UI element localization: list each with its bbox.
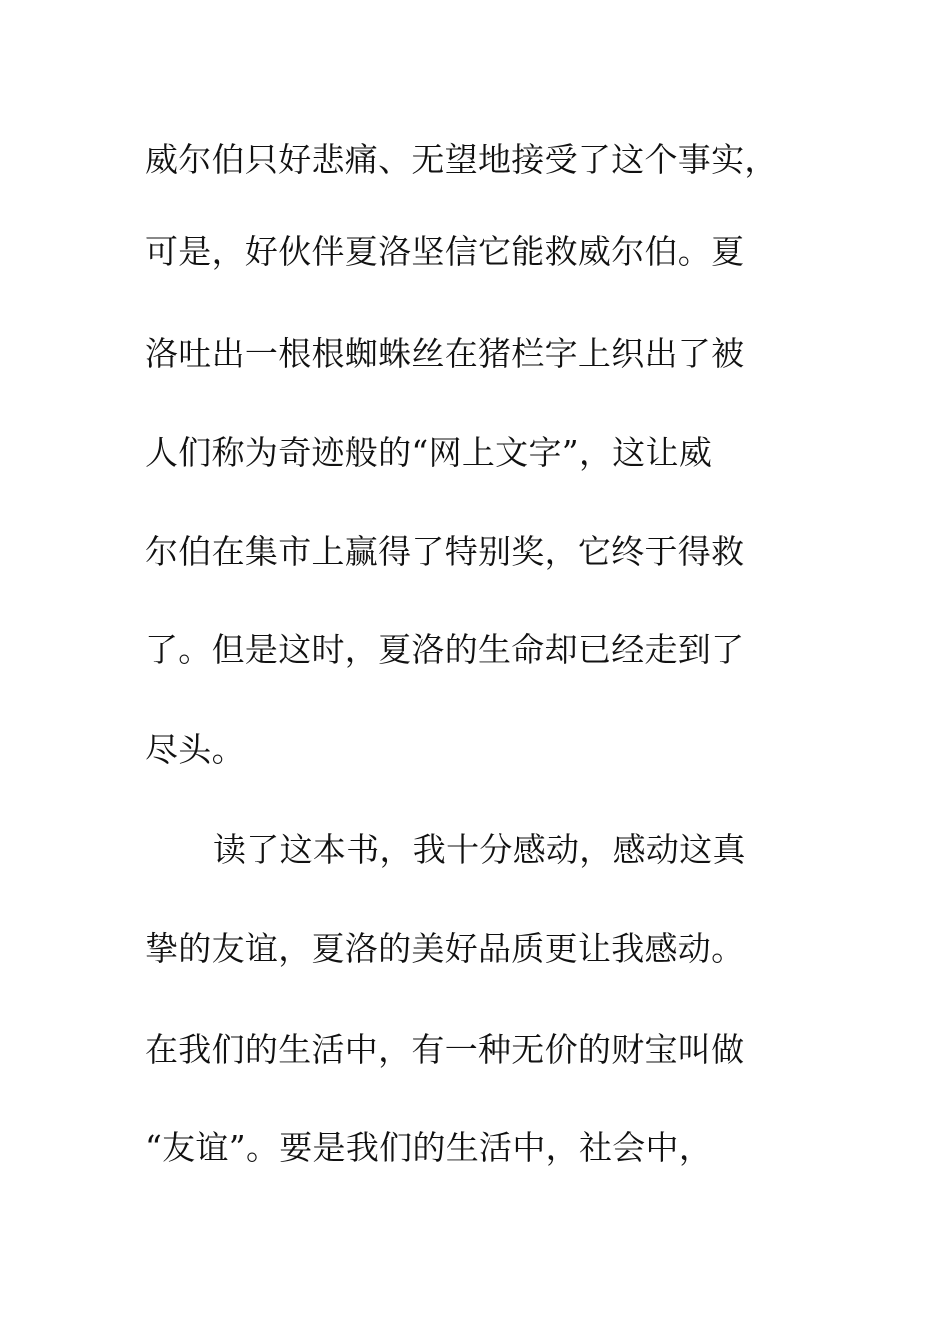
text-line-10: 在我们的生活中，有一种无价的财宝叫做 xyxy=(145,1030,745,1069)
paragraph-start-line: 读了这本书，我十分感动，感动这真 xyxy=(213,830,746,869)
text-line-4: 人们称为奇迹般的“网上文字”，这让威 xyxy=(145,433,713,472)
text-line-1: 威尔伯只好悲痛、无望地接受了这个事实， xyxy=(145,140,778,179)
text-line-7: 尽头。 xyxy=(145,730,245,769)
text-line-3: 洛吐出一根根蜘蛛丝在猪栏字上织出了被 xyxy=(145,334,745,373)
text-line-6: 了。但是这时，夏洛的生命却已经走到了 xyxy=(145,630,745,669)
text-line-5: 尔伯在集市上赢得了特别奖，它终于得救 xyxy=(145,532,745,571)
text-line-9: 挚的友谊，夏洛的美好品质更让我感动。 xyxy=(145,929,745,968)
text-line-2: 可是，好伙伴夏洛坚信它能救威尔伯。夏 xyxy=(145,232,745,271)
text-line-11: “友谊”。要是我们的生活中，社会中， xyxy=(145,1128,713,1167)
